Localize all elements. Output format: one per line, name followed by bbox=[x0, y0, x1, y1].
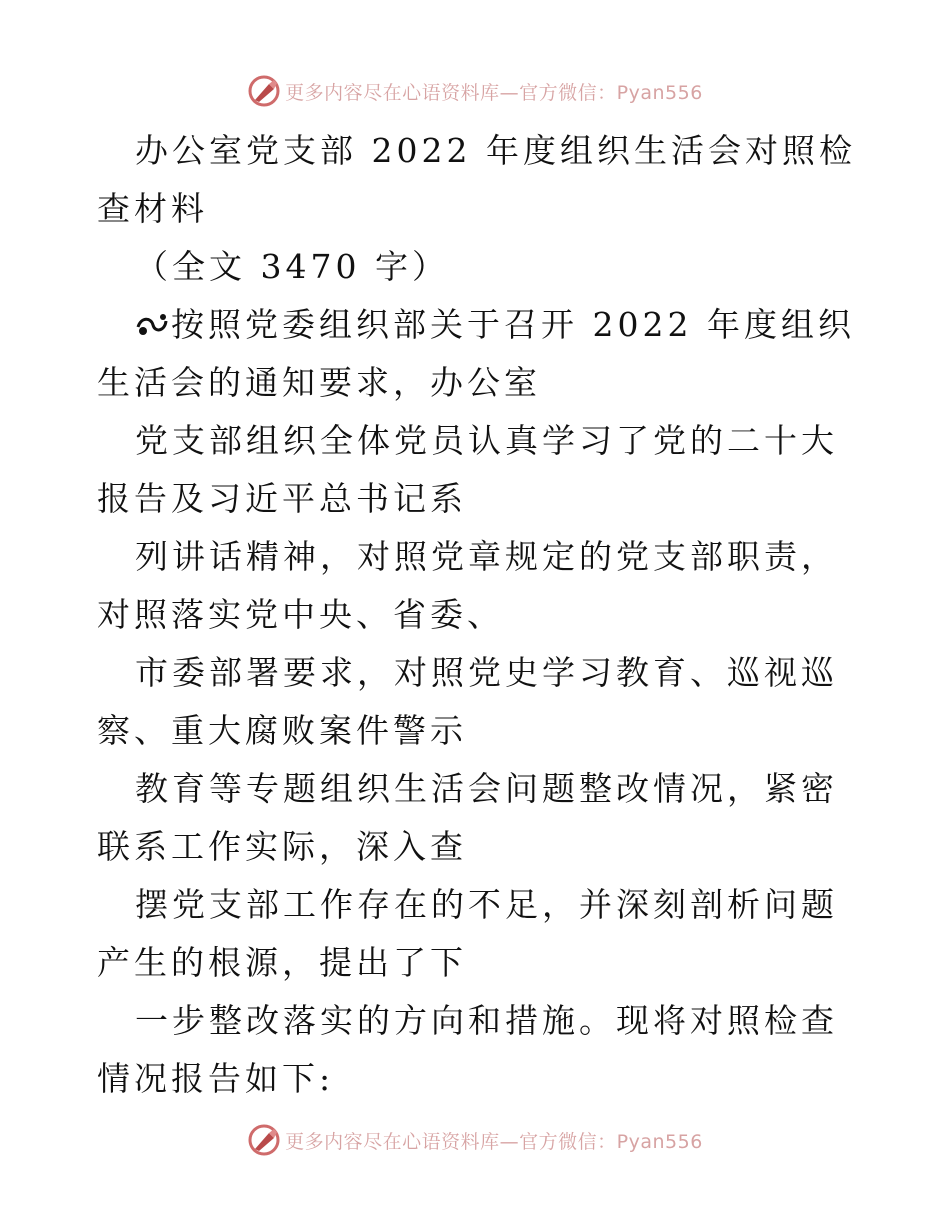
document-body bbox=[97, 122, 857, 1108]
watermark-header bbox=[0, 71, 950, 111]
word-count: （全文 3470 字） bbox=[135, 247, 449, 286]
paragraph-line: 一步整改落实的方向和措施。现将对照检查情况报告如下: bbox=[97, 1001, 838, 1098]
pen-nib-logo-icon bbox=[247, 1123, 281, 1157]
document-title: 办公室党支部 2022 年度组织生活会对照检查材料 bbox=[97, 131, 856, 228]
watermark-footer bbox=[0, 1120, 950, 1160]
flower-ornament-icon bbox=[135, 309, 169, 339]
paragraph-line: 市委部署要求，对照党史学习教育、巡视巡察、重大腐败案件警示 bbox=[97, 653, 838, 750]
paragraph-line: 教育等专题组织生活会问题整改情况，紧密联系工作实际，深入查 bbox=[97, 769, 838, 866]
paragraph-line: 党支部组织全体党员认真学习了党的二十大报告及习近平总书记系 bbox=[97, 421, 838, 518]
pen-nib-logo-icon bbox=[247, 74, 281, 108]
paragraph-line: 按照党委组织部关于召开 2022 年度组织生活会的通知要求，办公室 bbox=[97, 305, 855, 402]
paragraph-line: 摆党支部工作存在的不足，并深刻剖析问题产生的根源，提出了下 bbox=[97, 885, 838, 982]
watermark-text: 更多内容尽在心语资料库—官方微信：Pyan556 bbox=[285, 1130, 703, 1153]
paragraph-line: 列讲话精神，对照党章规定的党支部职责，对照落实党中央、省委、 bbox=[97, 537, 838, 634]
watermark-text: 更多内容尽在心语资料库—官方微信：Pyan556 bbox=[285, 81, 703, 104]
